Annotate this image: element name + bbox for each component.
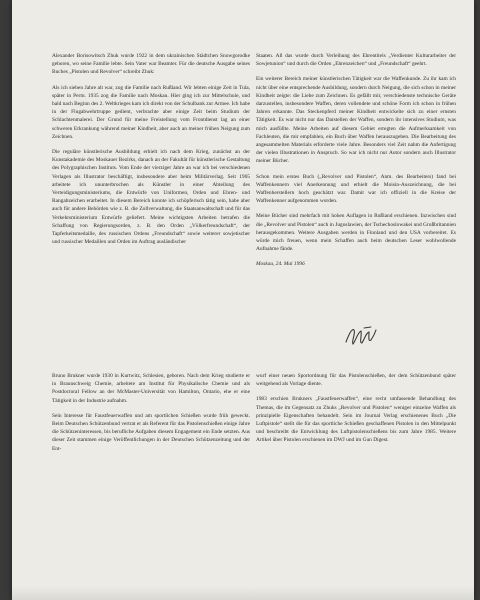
- page-shadow: [12, 586, 474, 600]
- paragraph: Sein Interesse für Faustfeuerwaffen und am sportlichen Schießen wurde früh geweckt. Beim Deutschen Schützenbund vertrat er als Referent für das Pistolenschießen einige Jahre die Schützeninteressen, bis berufliche Aufgaben diesem Engagement ein Ende setzten. Aus dieser Zeit stammen einige Veröffentlichungen in der Deutschen Schützenzeitung und der Ent-: [52, 412, 250, 452]
- paragraph: Ein weiterer Bereich meiner künstlerischen Tätigkeit war die Waffenkunde. Zu ihr kam ich nicht über eine entsprechende Ausbildung, sondern durch Neigung, die sich schon in meiner Kindheit zeigte: die Liebe zum Zeichnen. Es gefällt mir, verschiedenste technische Geräte darzustellen, insbesondere Waffen, deren vollendete und schöne Form ich schon in frühen Jahren erkannte. Das Steckenpferd meiner Kindheit entwickelte sich zu einer ernsten Tätigkeit. Es war nicht nur das Darstellen der Waffen, sondern ihr intensives Studium, was mich ausfüllte. Meine Arbeiten auf diesem Gebiet erregten die Aufmerksamkeit von Fachleuten, die mir empfahlen, ein Buch über Waffen herauszugeben. Die Bearbeitung des angesammelten Materials erforderte viele Jahre. Besonders viel Zeit nahm die Anfertigung der vielen Illustrationen in Anspruch. So war ich nicht nur Autor sondern auch Illustrator meiner Bücher.: [256, 76, 456, 165]
- place-and-date: Moskau, 24. Mai 1996: [256, 261, 305, 268]
- paragraph: 1983 erschien Brukners „Faustfeuerwaffen“, eine recht umfassende Behandlung des Themas, die im Gegensatz zu Zhuks „Revolver und Pistolen“ weniger einzelne Waffen als prinzipielle Eigenschaften behandelt. Sein im Journal Verlag erschienenes Buch „Die Luftpistole“ stellt die für das sportliche Schießen geschaffenen Pistolen in den Mittelpunkt und beschreibt die Entwicklung des Luftpistolenschießens bis zum Jahre 1985. Weitere Artikel über Pistolen erschienen im DWJ und im Gun Digest.: [256, 396, 456, 444]
- paragraph: Staaten. All das wurde durch Verleihung des Ehrentitels „Verdienter Kulturarbeiter der Sowjetunion“ und durch die Orden „Ehrenzeichen“ und „Freundschaft“ geehrt.: [256, 53, 456, 68]
- handwritten-signature: [344, 324, 378, 348]
- zhuk-biography-column-left: [52, 52, 250, 253]
- book-page: [12, 0, 474, 600]
- paragraph: Die reguläre künstlerische Ausbildung erhielt ich nach dem Krieg, zunächst an der Kunstakademie des Moskauer Bezirks, danach an der Fakultät für künstlerische Gestaltung des Polygraphischen Instituts. Vom Ende der vierziger Jahre an war ich bei verschiedenen Verlagen als Illustrator beschäftigt, insbesondere aber beim Militärverlag. Seit 1965 arbeitete ich ununterbrochen als Künstler in einer Abteilung des Verteidigungsministeriums, die Entwürfe von Uniformen, Orden und Ehren- und Rangabzeichen erarbeitet. In diesem Bereich konnte ich schöpferisch tätig sein, habe aber auch für andere Behörden wie z. B. die Zollverwaltung, die Staatsanwaltschaft und für das Verkehrsministerium Entwürfe geliefert. Meine wichtigsten Arbeiten betrafen die Schaffung von Regierungsorden, z. B. den Orden „Völkerfreundschaft“, der Tapferkeitsmedaille, des russischen Ordens „Freundschaft“ sowie weiterer sowjetischer und russischer Medaillen und Orden im Auftrag ausländischer: [52, 149, 250, 246]
- paragraph: wurf einer neuen Sportordnung für das Pistolenschießen, der dem Schützenbund später weitgehend als Vorlage diente.: [256, 373, 456, 388]
- paragraph: Meine Bücher sind mehrfach mit hohen Auflagen in Rußland erschienen. Inzwischen sind die „Revolver und Pistolen“ auch in Jugoslawien, der Tschechoslowakei und Großbritannien herausgekommen. Weitere Ausgaben werden in Finnland und den USA vorbereitet. Es würde mich freuen, wenn mein Schaffen auch beim deutschen Leser wohlwollende Aufnahme fände.: [256, 213, 456, 253]
- zhuk-biography-column-right: [256, 52, 456, 276]
- paragraph: Schon mein erstes Buch („Revolver und Pistolen“, Anm. des Bearbeiters) fand bei Waffenkennern viel Anerkennung und erhielt die Moisin-Auszeichnung, die bei Waffenherstellern hoch geschätzt war. Damit war ich offiziell in die Kreise der Waffenkenner aufgenommen worden.: [256, 173, 456, 205]
- brukner-biography-column-right: [256, 372, 456, 452]
- paragraph: Als ich sieben Jahre alt war, zog die Familie nach Rußland. Wir lebten einige Zeit in Tula, später in Perm. 1935 zog die Familie nach Moskau. Hier ging ich zur Mittelschule, und bald nach Beginn des 2. Weltkrieges kam ich direkt von der Schulbank zur Armee. Ich habe in der Flugabwehrtruppe gedient, verbrachte aber einige Zeit beim Studium der Schlachtenmalerei. Der Grund für meine Freistellung vom Frontdienst lag an einer schweren Erkrankung während meiner Kindheit, aber auch an meiner frühen Neigung zum Zeichnen.: [52, 84, 250, 140]
- brukner-biography-column-left: [52, 372, 250, 460]
- paragraph: Bruno Brukner wurde 1930 in Kurtwitz, Schlesien, geboren. Nach dem Krieg studierte er in Braunschweig Chemie, arbeitete am Institut für Physikalische Chemie und als Postdoctoral Fellow an der McMaster-Universität von Hamilton, Ontario, ehe er eine Tätigkeit in der Industrie aufnahm.: [52, 373, 250, 404]
- paragraph: Alexander Borisowitsch Zhuk wurde 1922 in dem ukrainischen Städtchen Snowgorodke geboren, wo seine Familie lebte. Sein Vater war Beamter. Für die deutsche Ausgabe seines Buches „Pistolen und Revolver“ schreibt Zhuk:: [52, 53, 250, 76]
